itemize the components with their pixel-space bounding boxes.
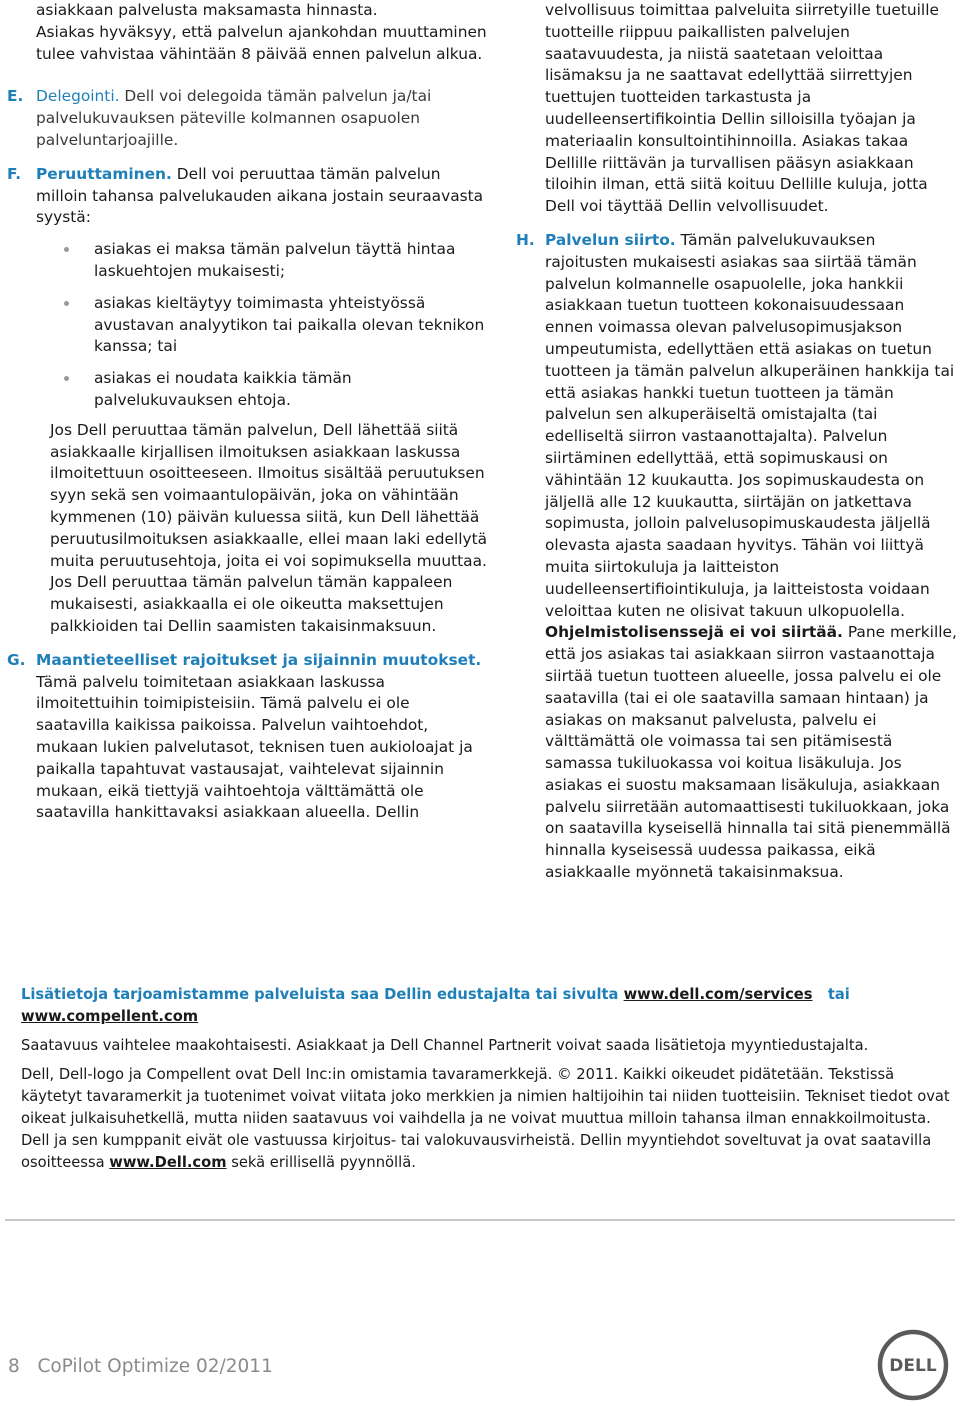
bullet-icon <box>64 247 69 252</box>
footer <box>21 984 951 1174</box>
section-h-body: Tämän palvelukuvauksen rajoitusten mukaisesti asiakas saa siirtää tämän palvelun kolmannelle osapuolelle, joka hankkii asiakkaan tuetun tuotteen kokonaisuudessaan ennen voimassa olevan palvelusopimusjakson umpeutumista, edellyttäen että asiakas on tuetun tuotteen ja tämän palvelun alkuperäinen hankkija tai että asiakas hankki tuetun tuotteen ja tämän palvelun sen alkuperäiseltä omistajalta (tai edelliseltä siirron vastaanottajalta). Palvelun siirtäminen edellyttää, että sopimuskausi on vähintään 12 kuukautta. Jos sopimuskaudesta on jäljellä alle 12 kuukautta, siirtäjän on jatkettava sopimusta, jolloin palvelusopimuskaudesta jäljellä olevasta ajasta saadaan hyvitys. Tähän voi liittyä muita siirtokuluja ja laitteiston uudelleensertifiointikuluja, ja laitteistosta voidaan veloittaa kuten ne olisivat takuun ulkopuolella. <box>545 230 955 620</box>
section-f-label: F. <box>7 164 22 183</box>
section-g-label: G. <box>7 650 26 669</box>
dell-logo-icon <box>877 1329 949 1401</box>
link-compellent[interactable]: www.compellent.com <box>21 1008 199 1025</box>
section-e-label: E. <box>7 87 24 106</box>
list-item: asiakas ei maksa tämän palvelun täyttä hintaa laskuehtojen mukaisesti; <box>94 239 488 283</box>
footer-divider <box>5 1219 955 1221</box>
section-h-bold: Ohjelmistolisenssejä ei voi siirtää. <box>545 623 843 642</box>
section-f-body: Dell voi peruuttaa tämän palvelun milloin tahansa palvelukauden aikana jostain seuraavasta syystä: <box>36 164 484 227</box>
section-h <box>516 230 957 884</box>
section-g-title: Maantieteelliset rajoitukset ja sijainnin muutokset. <box>36 650 482 669</box>
footer-availability: Saatavuus vaihtelee maakohtaisesti. Asiakkaat ja Dell Channel Partnerit voivat saada lisätietoja myyntiedustajalta. <box>21 1037 869 1054</box>
intro-line-1: asiakkaan palvelusta maksamasta hinnasta. <box>36 1 378 19</box>
section-g <box>7 650 488 824</box>
section-f <box>7 164 488 638</box>
link-dell-services[interactable]: www.dell.com/services <box>623 986 813 1003</box>
list-item: asiakas ei noudata kaikkia tämän palvelukuvauksen ehtoja. <box>94 368 488 412</box>
section-g-body: Tämä palvelu toimitetaan asiakkaan laskussa ilmoitettuihin toimipisteisiin. Tämä palvelu ei ole saatavilla kaikissa paikoissa. Palvelun vaihtoehdot, mukaan lukien palvelutasot, teknisen tuen aukioloajat ja paikalla tapahtuvat vastausajat, vaihtelevat sijainnin mukaan, eikä tiettyjä vaihtoehtoja välttämättä ole saatavilla hankittavaksi asiakkaan alueella. Dellin <box>36 672 473 822</box>
section-f-title: Peruuttaminen. <box>36 164 172 183</box>
section-f-paragraph: Jos Dell peruuttaa tämän palvelun, Dell lähettää siitä asiakkaalle kirjallisen ilmoituksen asiakkaan laskussa ilmoitettuun osoitteeseen. Ilmoitus sisältää peruutuksen syyn sekä sen voimaantulopäivän, joka on vähintään kymmenen (10) päivän kuluessa siitä, kun Dell lähettää peruutusilmoituksen asiakkaalle, ellei maan laki edellytä muita peruutusehtoja, joita ei voi sopimuksella muuttaa. Jos Dell peruuttaa tämän palvelun tämän kappaleen mukaisesti, asiakkaalla ei ole oikeutta maksettujen palkkioiden tai Dellin saamisten takaisinmaksuun. <box>50 420 488 635</box>
link-dell-com[interactable]: www.Dell.com <box>109 1154 227 1171</box>
section-e-title: Delegointi. <box>36 87 120 106</box>
list-item: asiakas kieltäytyy toimimasta yhteistyössä avustavan analyytikon tai paikalla olevan teknikon kanssa; tai <box>94 293 488 358</box>
left-column <box>7 0 488 824</box>
page-footer <box>8 1356 273 1377</box>
section-h-title: Palvelun siirto. <box>545 230 676 249</box>
right-intro: velvollisuus toimittaa palveluita siirretyille tuetuille tuotteille riippuu paikallisten palvelujen saatavuudesta, ja niistä saatetaan veloittaa lisämaksu ja ne saattavat edellyttää siirrettyjen tuettujen tuotteiden tarkastusta ja uudelleensertifikointia Dellin silloisilla työajan ja materiaalin konsultointihinnoilla. Asiakas takaa Dellille riittävän ja turvallisen pääsyn asiakkaan tiloihin ilman, että siitä koituu Dellille kuluja, jotta Dell voi täyttää Dellin velvollisuudet. <box>545 1 939 216</box>
cancellation-reasons-list <box>36 239 488 412</box>
bullet-icon <box>64 376 69 381</box>
footer-more-info: Lisätietoja tarjoamistamme palveluista saa Dellin edustajalta tai sivulta www.dell.com/services tai www.compellent.com <box>21 986 850 1025</box>
document-title: CoPilot Optimize 02/2011 <box>37 1356 273 1377</box>
bullet-icon <box>64 301 69 306</box>
section-e <box>7 86 488 151</box>
dell-logo-text: DELL <box>889 1356 937 1376</box>
section-e-body: Dell voi delegoida tämän palvelun ja/tai palvelukuvauksen päteville kolmannen osapuolen palveluntarjoajille. <box>36 87 432 149</box>
footer-legal: Dell, Dell-logo ja Compellent ovat Dell Inc:in omistamia tavaramerkkejä. © 2011. Kaikki oikeudet pidätetään. Tekstissä käytetyt tavaramerkit ja tuotenimet voivat viitata joko merkkien ja nimien haltijoihin tai niiden tuotteisiin. Tekniset tiedot ovat oikeat julkaisuhetkellä, mutta niiden saatavuus voi vaihdella ja ne voivat muuttua milloin tahansa ilman ennakkoilmoitusta. Dell ja sen kumppanit eivät ole vastuussa kirjoitus- tai valokuvausvirheistä. Dellin myyntiehdot soveltuvat ja ovat saatavilla osoitteessa www.Dell.com sekä erillisellä pyynnöllä. <box>21 1066 950 1171</box>
section-h-tail: Pane merkille, että jos asiakas tai asiakkaan siirron vastaanottaja siirtää tuetun tuotteen alueelle, jossa palvelu ei ole saatavilla (tai ei ole saatavilla samaan hintaan) ja asiakas on maksanut palvelusta, palvelu ei välttämättä ole voimassa tai sen pitämisestä samassa tukiluokassa voi koitua lisäkuluja. Jos asiakas ei suostu maksamaan lisäkuluja, asiakkaan palvelu siirretään automaattisesti tukiluokkaan, joka on saatavilla kyseisellä hinnalla tai sitä pienemmällä hinnalla kyseisessä uudessa paikassa, eikä asiakkaalle myönnetä takaisinmaksua. <box>545 623 957 882</box>
section-h-label: H. <box>516 230 535 249</box>
right-column <box>516 0 957 884</box>
page-number: 8 <box>8 1356 20 1377</box>
intro-line-2: Asiakas hyväksyy, että palvelun ajankohdan muuttaminen tulee vahvistaa vähintään 8 päivää ennen palvelun alkua. <box>36 22 487 63</box>
